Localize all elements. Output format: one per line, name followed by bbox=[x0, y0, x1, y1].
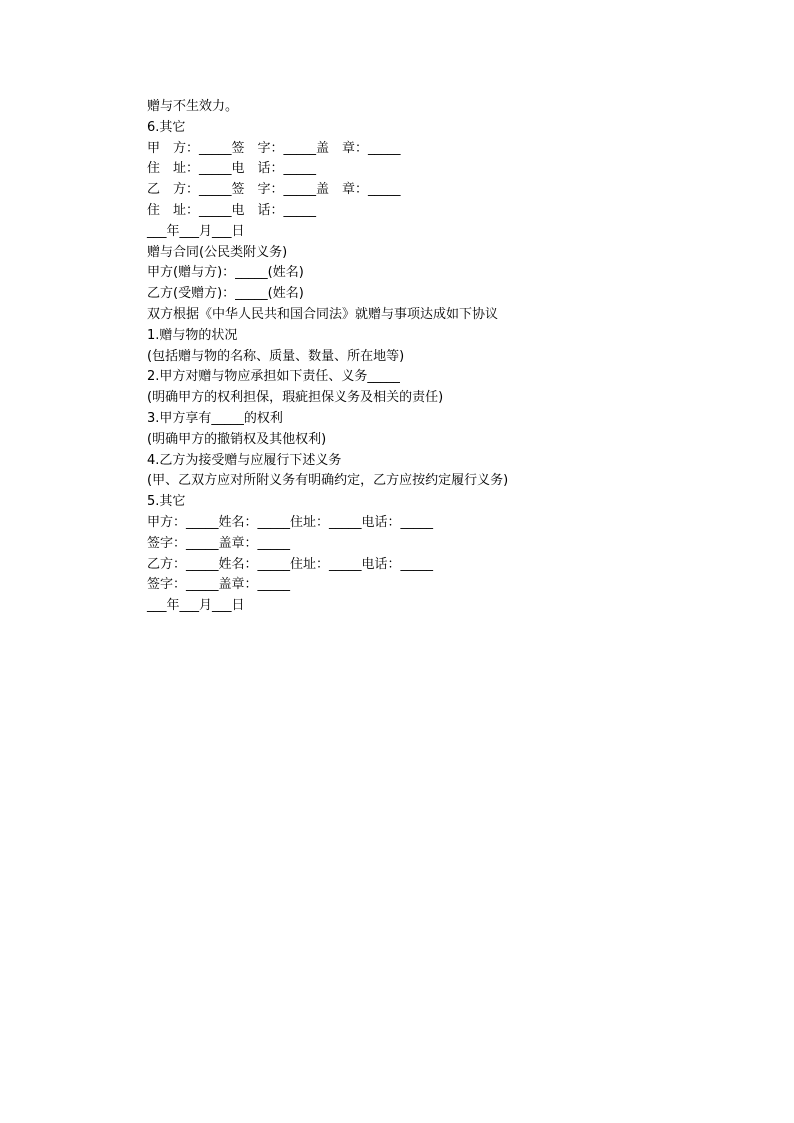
party-a-name-line: 甲方(赠与方)：_____(姓名) bbox=[147, 265, 304, 281]
party-a-address-line: 住 址：_____电 话：_____ bbox=[147, 161, 317, 177]
section-heading-6-other: 6.其它 bbox=[147, 119, 186, 135]
agreement-intro: 双方根据《中华人民共和国合同法》就赠与事项达成如下协议 bbox=[147, 306, 499, 322]
party-b-address-line: 住 址：_____电 话：_____ bbox=[147, 202, 317, 218]
text-line-gift-invalid: 赠与不生效力。 bbox=[147, 99, 239, 114]
section-note-2: (明确甲方的权利担保，瑕疵担保义务及相关的责任) bbox=[147, 390, 444, 406]
section-heading-5-other: 5.其它 bbox=[147, 494, 186, 510]
party-b-sign-line: 签字：_____盖章：_____ bbox=[147, 577, 291, 593]
party-a-signature-line: 甲 方：_____签 字：_____盖 章：_____ bbox=[147, 140, 401, 156]
section-note-4: (甲、乙双方应对所附义务有明确约定，乙方应按约定履行义务) bbox=[147, 473, 509, 489]
document-page bbox=[147, 97, 767, 617]
party-a-info-line: 甲方：_____姓名：_____住址：_____电话：_____ bbox=[147, 514, 434, 530]
party-b-info-line: 乙方：_____姓名：_____住址：_____电话：_____ bbox=[147, 556, 434, 572]
party-b-name-line: 乙方(受赠方)：_____(姓名) bbox=[147, 286, 304, 302]
date-line: ___年___月___日 bbox=[147, 223, 245, 239]
section-note-1: (包括赠与物的名称、质量、数量、所在地等) bbox=[147, 348, 405, 364]
party-a-sign-line: 签字：_____盖章：_____ bbox=[147, 535, 291, 551]
final-date-line: ___年___月___日 bbox=[147, 598, 245, 614]
party-b-signature-line: 乙 方：_____签 字：_____盖 章：_____ bbox=[147, 182, 401, 198]
section-heading-2: 2.甲方对赠与物应承担如下责任、义务_____ bbox=[147, 369, 400, 385]
section-heading-1: 1.赠与物的状况 bbox=[147, 327, 238, 343]
section-note-3: (明确甲方的撤销权及其他权利) bbox=[147, 431, 327, 447]
section-heading-4: 4.乙方为接受赠与应履行下述义务 bbox=[147, 452, 342, 468]
contract-title: 赠与合同(公民类附义务) bbox=[147, 244, 288, 260]
section-heading-3: 3.甲方享有_____的权利 bbox=[147, 410, 283, 426]
